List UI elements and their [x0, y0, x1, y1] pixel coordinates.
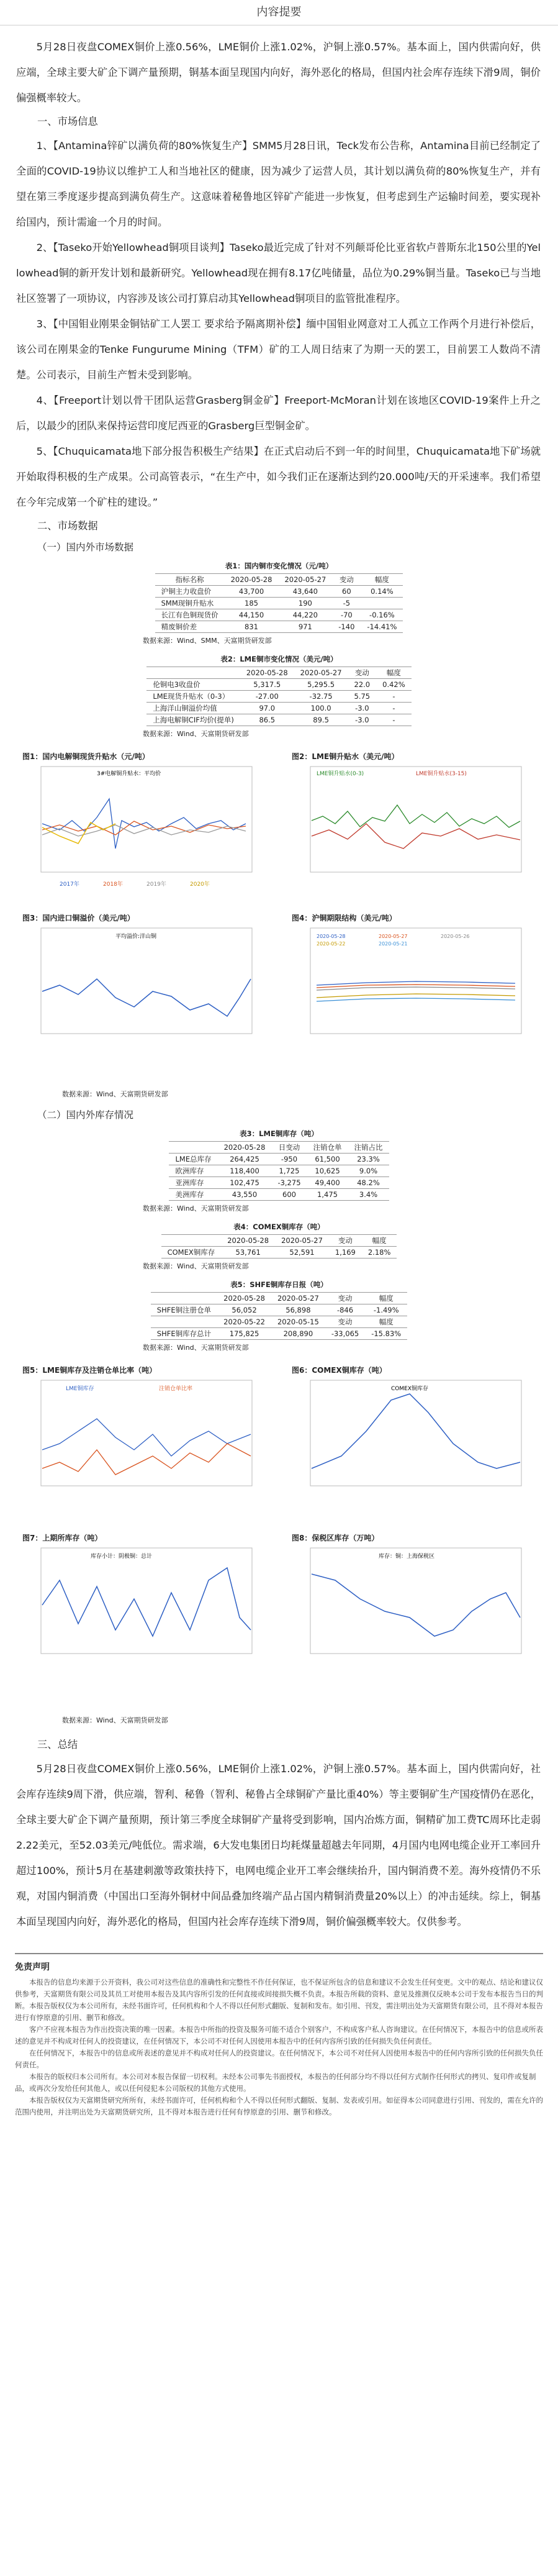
- table-cell: SHFE铜注册仓单: [151, 1304, 217, 1316]
- chart-title: 图5：LME铜库存及注销仓单比率（吨）: [22, 1366, 157, 1375]
- table-row: [155, 586, 403, 598]
- chart-legend: 3#电解铜升贴水：平均价: [97, 771, 161, 777]
- table-cell: 2.18%: [362, 1247, 397, 1258]
- plot-area: [41, 1548, 252, 1654]
- legend-item: 2020-05-22: [317, 941, 346, 947]
- table-cell: 190: [278, 598, 332, 609]
- news-list: [0, 133, 558, 515]
- legend-2018: 2018年: [103, 881, 123, 888]
- table-header-cell: 幅度: [361, 574, 403, 586]
- legend-item: 2020-05-21: [379, 941, 408, 947]
- table-header-cell: [146, 667, 240, 679]
- table3-source: 数据来源：Wind、天富期货研发部: [143, 1204, 249, 1213]
- table-row: [155, 621, 403, 633]
- table-cell: 0.42%: [376, 679, 412, 691]
- table-row: [155, 609, 403, 621]
- table-row: [146, 691, 411, 703]
- table-header-cell: 变动: [348, 667, 377, 679]
- summary-paragraph: 5月28日夜盘COMEX铜价上涨0.56%，LME铜价上涨1.02%，沪铜上涨0.57%。基本面上，国内供需向好，社会库存连续9周下滑，供应端，智利、秘鲁（智利、秘鲁占全球铜矿产量比重40%）等主要铜矿生产国疫情仍在恶化，全球主要大矿企下调产量预期，预计第三季度全球铜矿产量将受到影响，国内冶炼方面，铜精矿加工费TC周环比走弱2.22美元，至52.03美元/吨低位。需求端，6大发电集团日均耗煤量超越去年同期，4月国内电网电缆企业开工率回升超过100%，预计5月在基建刺激等政策扶持下，电网电缆企业开工率会继续抬升，国内铜消费不差。海外疫情仍不乐观，对国内铜消费（中国出口至海外铜材中间品叠加终端产品占国内精铜消费量20%以上）的冲击延续。综上，铜基本面呈现国内向好，海外恶化的格局，但国内社会库存连续下滑9周，铜价偏强概率较大。仅供参考。: [16, 1763, 541, 1927]
- table-cell: 43,700: [225, 586, 279, 598]
- table-cell: 伦铜电3收盘价: [146, 679, 240, 691]
- chart-8: [292, 1532, 540, 1676]
- legend-item: 注销仓单比率: [159, 1386, 193, 1392]
- table-cell: 86.5: [240, 714, 294, 726]
- news-item: 5、【Chuquicamata地下部分报告积极生产结果】在正式启动后不到一年的时间里，Chuquicamata地下矿场就开始取得积极的生产成果。公司高管表示，“在生产中，如今我们正在逐渐达到约20.000吨/天的开采速率。我们希望在今年完成第一个矿柱的建设。”: [16, 445, 541, 508]
- table-cell: 97.0: [240, 703, 294, 714]
- legend-0-3: LME铜升贴水(0-3): [317, 771, 364, 777]
- table-cell: COMEX铜库存: [161, 1247, 222, 1258]
- table-header-cell: 注销仓单: [307, 1142, 348, 1154]
- chart-legend: COMEX铜库存: [391, 1386, 428, 1392]
- chart-5: [22, 1365, 271, 1508]
- chart-legend: 库存小计：阴极铜：总计: [91, 1554, 153, 1560]
- table-cell: 2020-05-15: [271, 1316, 325, 1328]
- table3: [169, 1141, 389, 1201]
- page-title: 内容提要: [256, 6, 302, 19]
- table-header-cell: [161, 1235, 222, 1247]
- charts-group-1: [0, 751, 558, 1086]
- table-row: [155, 598, 403, 609]
- table-cell: LME现货升贴水（0-3）: [146, 691, 240, 703]
- table-cell: 美洲库存: [169, 1189, 217, 1201]
- table-cell: 5,317.5: [240, 679, 294, 691]
- table-header-cell: 注销占比: [348, 1142, 389, 1154]
- table-header-cell: 变动: [329, 1235, 362, 1247]
- series-cancel-ratio: [42, 1444, 251, 1475]
- table-cell: 61,500: [307, 1154, 348, 1165]
- table-cell: 175,825: [217, 1328, 271, 1340]
- chart-title: 图3：国内进口铜溢价（美元/吨）: [22, 914, 135, 922]
- plot-area: [41, 767, 252, 872]
- table-cell: 上海电解铜CIF均价(提单): [146, 714, 240, 726]
- table-cell: -5: [332, 598, 361, 609]
- table-header-cell: 变动: [325, 1293, 365, 1304]
- chart-5-svg: [22, 1375, 271, 1506]
- table-cell: 89.5: [294, 714, 348, 726]
- table-cell: [361, 598, 403, 609]
- subsection-inventory: （二）国内外库存情况: [37, 1109, 134, 1121]
- table-header-cell: 幅度: [365, 1293, 407, 1304]
- table-cell: -32.75: [294, 691, 348, 703]
- legend-2019: 2019年: [146, 881, 166, 888]
- table-cell: 上海洋山铜溢价均值: [146, 703, 240, 714]
- series-shfe-stock: [42, 1568, 251, 1636]
- table5-caption: 表5：SHFE铜库存日报（吨）: [230, 1280, 328, 1289]
- table-cell: -: [376, 703, 412, 714]
- table5-source: 数据来源：Wind、天富期货研发部: [143, 1344, 249, 1352]
- table-cell: -0.16%: [361, 609, 403, 621]
- page-header: [0, 0, 558, 25]
- table-cell: 9.0%: [348, 1165, 389, 1177]
- table-cell: 971: [278, 621, 332, 633]
- chart-8-svg: [292, 1543, 540, 1673]
- table-header-cell: 幅度: [376, 667, 412, 679]
- table-cell: 185: [225, 598, 279, 609]
- section-market-info: 一、市场信息: [37, 116, 98, 127]
- series-comex-stock: [312, 1394, 520, 1468]
- chart-7-svg: [22, 1543, 271, 1673]
- table-row: [151, 1304, 407, 1316]
- table-cell: 3.4%: [348, 1189, 389, 1201]
- table-cell: 0.14%: [361, 586, 403, 598]
- disclaimer-paragraph: 本报告版权仅为天富期货研究所所有，未经书面许可，任何机构和个人不得以任何形式翻版、复制、发表或引用。如征得本公司同意进行引用、刊发的，需在允许的范围内使用，并注明出处为天富期货研究所，且不得对本报告进行任何有悖原意的引用、删节和修改。: [15, 2096, 543, 2116]
- table-cell: 1,475: [307, 1189, 348, 1201]
- chart-title: 图1：国内电解铜现货升贴水（元/吨）: [22, 752, 150, 761]
- table-cell: 沪铜主力收盘价: [155, 586, 225, 598]
- plot-area: [310, 1380, 521, 1486]
- table-cell: 5.75: [348, 691, 377, 703]
- legend-3-15: LME铜升贴水(3-15): [416, 771, 467, 777]
- table-cell: -3.0: [348, 703, 377, 714]
- table-cell: 43,640: [278, 586, 332, 598]
- table-cell: LME总库存: [169, 1154, 217, 1165]
- charts-group-2: [0, 1365, 558, 1713]
- chart-2-svg: [292, 762, 540, 892]
- table-cell: 欧洲库存: [169, 1165, 217, 1177]
- table-cell: -: [376, 714, 412, 726]
- table-cell: 变动: [325, 1316, 365, 1328]
- table-cell: -140: [332, 621, 361, 633]
- table-row: [146, 703, 411, 714]
- news-item: 1、【Antamina锌矿以满负荷的80%恢复生产】SMM5月28日讯，Teck发布公告称，Antamina目前已经制定了全面的COVID-19协议以维护工人和当地社区的健康，因为减少了运营人员，其计划以满负荷的80%恢复生产，并有望在第三季度逐步提高到满负荷生产。这意味着秘鲁地区锌矿产能进一步恢复，但考虑到生产运输时间差，要实现补给国内，预计需逾一个月的时间。: [16, 140, 541, 228]
- table-row: [169, 1154, 389, 1165]
- table-row: [169, 1177, 389, 1189]
- table-header-row: [161, 1235, 397, 1247]
- table-cell: 831: [225, 621, 279, 633]
- chart-4: [292, 913, 540, 1056]
- table-cell: -14.41%: [361, 621, 403, 633]
- table-cell: 264,425: [218, 1154, 272, 1165]
- series-2020: [42, 822, 115, 844]
- table1: [155, 573, 403, 633]
- table-row: [146, 714, 411, 726]
- table-cell: 长江有色铜现货价: [155, 609, 225, 621]
- subsection-markets: （一）国内外市场数据: [37, 542, 134, 553]
- table-cell: -27.00: [240, 691, 294, 703]
- table4-source: 数据来源：Wind、天富期货研发部: [143, 1262, 249, 1270]
- table3-caption: 表3：LME铜库存（吨）: [240, 1129, 318, 1138]
- table-cell: 100.0: [294, 703, 348, 714]
- chart-3: [22, 913, 271, 1056]
- table-header-cell: 2020-05-28: [218, 1142, 272, 1154]
- legend-item: 2020-05-26: [441, 934, 470, 939]
- table-cell: 56,898: [271, 1304, 325, 1316]
- table-cell: 43,550: [218, 1189, 272, 1201]
- table-cell: 208,890: [271, 1328, 325, 1340]
- table-header-cell: [151, 1293, 217, 1304]
- table-cell: -950: [271, 1154, 307, 1165]
- table-cell: 亚洲库存: [169, 1177, 217, 1189]
- table-cell: 44,220: [278, 609, 332, 621]
- table-cell: 23.3%: [348, 1154, 389, 1165]
- disclaimer-paragraph: 本报告的信息均来源于公开资料，我公司对这些信息的准确性和完整性不作任何保证，也不保证所包含的信息和建议不会发生任何变更。文中的观点、结论和建议仅供参考，天富期货有限公司及其员工对使用本报告及其内容所引发的任何直接或间接损失概不负责。本报告所载的资料、意见及推测仅反映本公司于发布本报告当日的判断。本报告版权仅为本公司所有，未经书面许可，任何机构和个人不得以任何形式翻版、复制和发布。如引用、刊发，需注明出处为天富期货有限公司，且不得对本报告进行有悖原意的引用、删节和修改。: [15, 1978, 543, 2022]
- table-cell: 49,400: [307, 1177, 348, 1189]
- table-cell: 10,625: [307, 1165, 348, 1177]
- table-cell: 22.0: [348, 679, 377, 691]
- table-cell: 56,052: [217, 1304, 271, 1316]
- table-cell: 幅度: [365, 1316, 407, 1328]
- table-cell: 52,591: [275, 1247, 329, 1258]
- table-cell: -33,065: [325, 1328, 365, 1340]
- table-header-cell: 幅度: [362, 1235, 397, 1247]
- table-row: [151, 1328, 407, 1340]
- table-row: [146, 679, 411, 691]
- charts2-source: 数据来源：Wind、天富期货研发部: [62, 1716, 168, 1724]
- table-cell: 600: [271, 1189, 307, 1201]
- table-header-cell: 日变动: [271, 1142, 307, 1154]
- disclaimer-paragraph: 在任何情况下，本报告中的信息或所表述的意见并不构成对任何人的投资建议。在任何情况下，本公司不对任何人因使用本报告中的任何内容所引致的任何损失负任何责任。: [15, 2049, 543, 2069]
- table4-caption: 表4：COMEX铜库存（吨）: [233, 1222, 325, 1231]
- chart-7: [22, 1532, 271, 1676]
- chart-6-svg: [292, 1375, 540, 1506]
- table1-source: 数据来源：Wind、SMM、天富期货研发部: [143, 637, 272, 645]
- table-cell: [151, 1316, 217, 1328]
- table-cell: 60: [332, 586, 361, 598]
- table-header-row: [151, 1293, 407, 1304]
- news-item: 3、【中国钼业刚果金铜钴矿工人罢工 要求给予隔离期补偿】缅中国钼业网意对工人孤立工作两个月进行补偿后，该公司在刚果金的Tenke Fungurume Mining（TFM）矿的工人周日结束了为期一天的罢工，目前罢工人数尚不清楚。公司表示，目前生产暂未受到影响。: [16, 318, 541, 381]
- section-summary: 三、总结: [37, 1739, 78, 1750]
- table-row: [169, 1165, 389, 1177]
- disclaimer-paragraph: 本报告的版权归本公司所有。本公司对本报告保留一切权利。未经本公司事先书面授权，本报告的任何部分均不得以任何方式制作任何形式的拷贝、复印件或复制品，或再次分发给任何其他人，或以任何侵犯本公司版权的其他方式使用。: [15, 2072, 536, 2093]
- table-cell: 44,150: [225, 609, 279, 621]
- chart-2: [292, 751, 540, 894]
- chart-1-svg: [22, 762, 271, 892]
- table-cell: -1.49%: [365, 1304, 407, 1316]
- chart-3-svg: [22, 923, 271, 1054]
- table-header-row: [155, 574, 403, 586]
- news-item: 2、【Taseko开始Yellowhead铜项目谈判】Taseko最近完成了针对不列颠哥伦比亚省软卢普斯东北150公里的Yellowhead铜的新开发计划和最新研究。Yellowhead现在拥有8.17亿吨储量，品位为0.29%铜当量。Taseko已与当地社区签署了一项协议，内容涉及该公司打算启动其Yellowhead铜项目的监管批准程序。: [16, 242, 541, 304]
- table-cell: 102,475: [218, 1177, 272, 1189]
- chart-title: 图2：LME铜升贴水（美元/吨）: [292, 752, 399, 761]
- premium-series: [42, 979, 251, 1016]
- table-cell: 精废铜价差: [155, 621, 225, 633]
- plot-area: [310, 1548, 521, 1654]
- table-cell: SMM现铜升贴水: [155, 598, 225, 609]
- chart-4-svg: [292, 923, 540, 1054]
- table-header-cell: [169, 1142, 217, 1154]
- table5: [151, 1292, 407, 1340]
- chart-legend: 平均溢价:洋山铜: [115, 934, 157, 940]
- table-header-cell: 2020-05-28: [240, 667, 294, 679]
- table-cell: -3,275: [271, 1177, 307, 1189]
- plot-area: [41, 1380, 252, 1486]
- series-lme-stock: [42, 1419, 251, 1456]
- table2: [146, 667, 411, 726]
- chart-title: 图6：COMEX铜库存（吨）: [292, 1366, 387, 1375]
- table-header-cell: 2020-05-27: [278, 574, 332, 586]
- disclaimer-title: 免责声明: [15, 1962, 50, 1972]
- chart-title: 图8：保税区库存（万吨）: [292, 1534, 379, 1542]
- chart-1: [22, 751, 271, 894]
- table-row: [169, 1189, 389, 1201]
- table-cell: 48.2%: [348, 1177, 389, 1189]
- table-row: [151, 1316, 407, 1328]
- table-cell: -70: [332, 609, 361, 621]
- table-cell: 1,169: [329, 1247, 362, 1258]
- table2-source: 数据来源：Wind、天富期货研发部: [143, 730, 249, 738]
- legend-2017: 2017年: [60, 881, 79, 888]
- legend-item: 2020-05-27: [379, 934, 408, 939]
- table2-caption: 表2：LME铜市变化情况（美元/吨）: [220, 655, 338, 663]
- series-0-3: [312, 805, 520, 827]
- table-header-row: [169, 1142, 389, 1154]
- table-cell: -: [376, 691, 412, 703]
- table4: [161, 1234, 397, 1258]
- series-bonded-stock: [312, 1574, 520, 1636]
- table-header-cell: 变动: [332, 574, 361, 586]
- table-cell: 118,400: [218, 1165, 272, 1177]
- table-header-cell: 2020-05-28: [221, 1235, 275, 1247]
- intro-paragraph: 5月28日夜盘COMEX铜价上涨0.56%，LME铜价上涨1.02%，沪铜上涨0.57%。基本面上，国内供需向好，供应端，全球主要大矿企下调产量预期，铜基本面呈现国内向好，海外恶化的格局，但国内社会库存连续下滑9周，铜价偏强概率较大。: [16, 41, 541, 104]
- table-cell: -846: [325, 1304, 365, 1316]
- table-row: [161, 1247, 397, 1258]
- legend-item: LME铜库存: [66, 1386, 94, 1392]
- table-header-cell: 2020-05-27: [294, 667, 348, 679]
- chart-legend: 库存：铜：上海保税区: [379, 1554, 435, 1560]
- news-item: 4、【Freeport计划以骨干团队运营Grasberg铜金矿】Freeport-McMoran计划在该地区COVID-19案件上升之后，以最少的团队来保持运营印度尼西亚的Grasberg巨型铜金矿。: [16, 394, 541, 432]
- table-header-cell: 2020-05-27: [275, 1235, 329, 1247]
- section-market-data: 二、市场数据: [37, 520, 98, 532]
- table-header-cell: 指标名称: [155, 574, 225, 586]
- table-header-cell: 2020-05-28: [225, 574, 279, 586]
- table-header-cell: 2020-05-28: [217, 1293, 271, 1304]
- table-cell: -15.83%: [365, 1328, 407, 1340]
- table-cell: 53,761: [221, 1247, 275, 1258]
- table-cell: 2020-05-22: [217, 1316, 271, 1328]
- series-3-15: [312, 824, 520, 849]
- legend-item: 2020-05-28: [317, 934, 346, 939]
- charts1-source: 数据来源：Wind、天富期货研发部: [62, 1090, 168, 1098]
- curve-0526: [317, 987, 515, 990]
- chart-title: 图7：上期所库存（吨）: [22, 1534, 102, 1542]
- table-cell: -3.0: [348, 714, 377, 726]
- disclaimer-paragraph: 客户不应视本报告为作出投资决策的唯一因素。本报告中所指的投资及服务可能不适合个别客户，不构成客户私人咨询建议。在任何情况下，本报告中的信息或所表述的意见并不构成对任何人的投资建议，在任何情况下，本公司不对任何人因使用本报告中的任何内容所引致的任何损失负任何责任。: [15, 2025, 543, 2046]
- table-header-cell: 2020-05-27: [271, 1293, 325, 1304]
- chart-title: 图4：沪铜期限结构（美元/吨）: [292, 914, 397, 922]
- table-cell: 1,725: [271, 1165, 307, 1177]
- disclaimer: [15, 1953, 543, 2118]
- table-header-row: [146, 667, 411, 679]
- chart-6: [292, 1365, 540, 1508]
- table1-caption: 表1：国内铜市变化情况（元/吨）: [225, 562, 333, 570]
- table-cell: SHFE铜库存总计: [151, 1328, 217, 1340]
- plot-area: [41, 928, 252, 1034]
- legend-2020: 2020年: [190, 881, 210, 888]
- curve-0521: [317, 998, 515, 1001]
- curve-0522: [317, 994, 515, 998]
- table-cell: 5,295.5: [294, 679, 348, 691]
